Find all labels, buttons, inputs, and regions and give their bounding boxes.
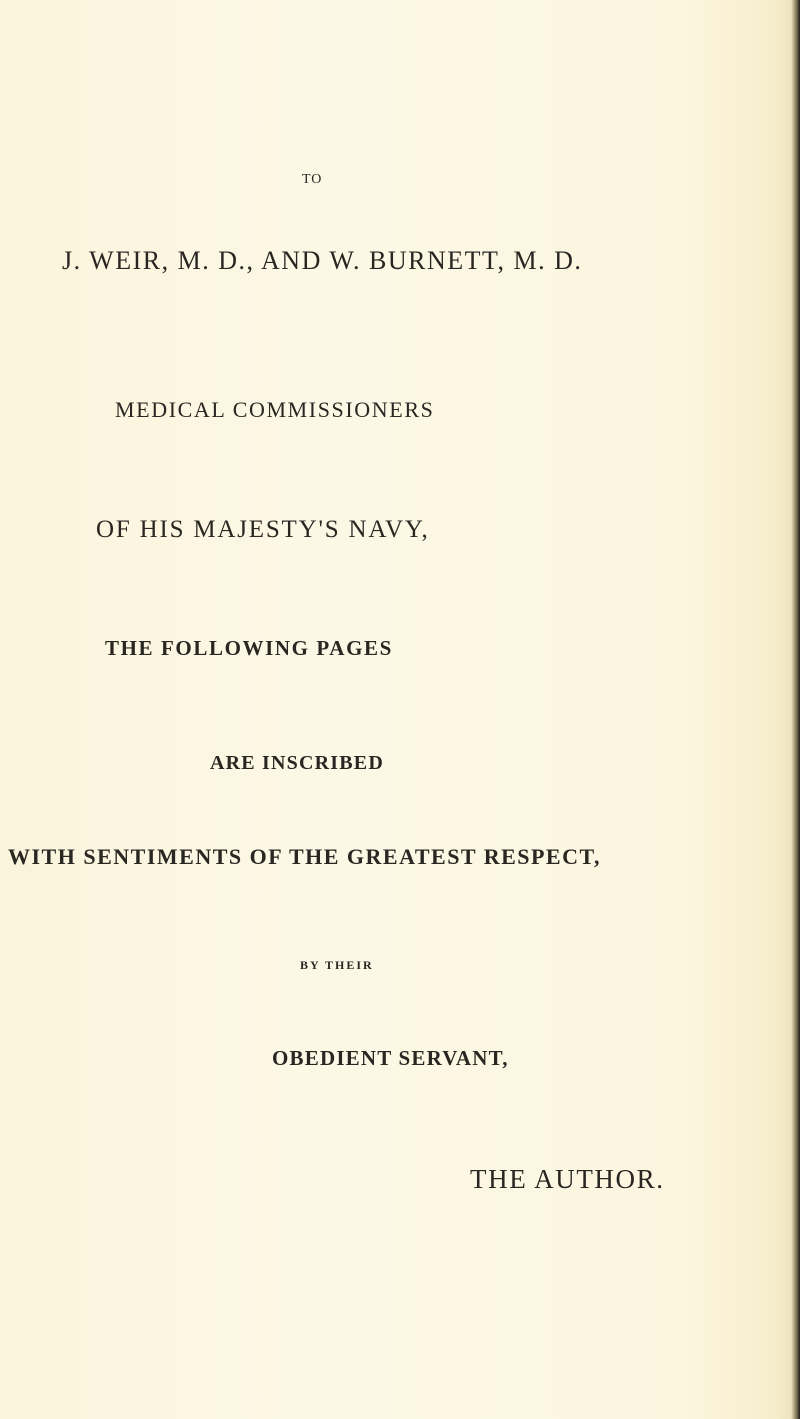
dedication-by-their: BY THEIR — [300, 958, 374, 972]
dedication-to: TO — [302, 172, 323, 187]
dedication-names: J. WEIR, M. D., AND W. BURNETT, M. D. — [62, 246, 583, 275]
dedication-pages: THE FOLLOWING PAGES — [105, 636, 393, 660]
dedication-inscribed: ARE INSCRIBED — [210, 752, 384, 774]
page-edge-shadow — [791, 0, 800, 1419]
dedication-servant: OBEDIENT SERVANT, — [272, 1046, 509, 1070]
dedication-title: MEDICAL COMMISSIONERS — [115, 397, 435, 422]
dedication-service: OF HIS MAJESTY'S NAVY, — [96, 516, 430, 543]
dedication-author: THE AUTHOR. — [470, 1164, 665, 1194]
dedication-sentiments: WITH SENTIMENTS OF THE GREATEST RESPECT, — [8, 844, 602, 869]
